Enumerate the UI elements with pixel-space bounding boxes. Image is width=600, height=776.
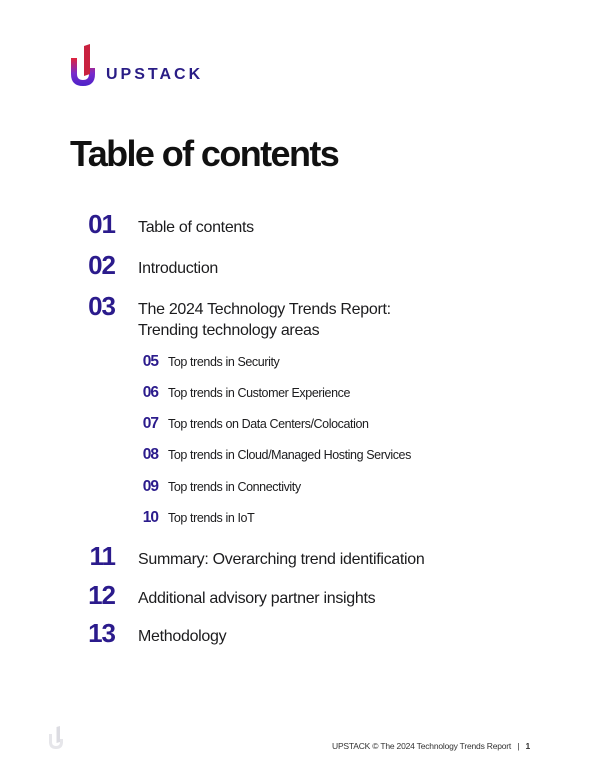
toc-label-line1: The 2024 Technology Trends Report: [138, 301, 391, 318]
toc-label: Methodology [138, 628, 227, 645]
toc-number: 11 [89, 541, 115, 571]
footer-logo-mark-icon [48, 726, 66, 755]
toc-sub-label: Top trends on Data Centers/Colocation [168, 417, 369, 431]
footer [332, 741, 530, 751]
toc-sub-label: Top trends in Cloud/Managed Hosting Services [168, 448, 411, 462]
toc-sub-number: 09 [142, 478, 158, 495]
toc-sub-label: Top trends in Security [168, 355, 280, 369]
toc-sub-number: 10 [142, 509, 158, 526]
page-title: Table of contents [70, 133, 339, 174]
toc-label: Introduction [138, 260, 219, 277]
toc-label: Additional advisory partner insights [138, 590, 376, 607]
brand-logo [69, 44, 203, 88]
toc-number: 02 [88, 250, 115, 280]
toc-sub-label: Top trends in IoT [168, 511, 255, 525]
toc-sub-number: 08 [142, 446, 158, 463]
toc-label: Table of contents [138, 219, 254, 236]
toc-label: Summary: Overarching trend identification [138, 551, 425, 568]
toc-sub-label: Top trends in Customer Experience [168, 386, 351, 400]
brand-name: UPSTACK [106, 66, 204, 83]
toc-sub-label: Top trends in Connectivity [168, 480, 301, 494]
footer-text: UPSTACK © The 2024 Technology Trends Report [332, 741, 512, 751]
page-number: 1 [525, 741, 530, 751]
toc-number: 12 [88, 580, 115, 610]
toc-label-line2: Trending technology areas [138, 322, 320, 339]
toc-number: 13 [88, 618, 115, 648]
toc-sub-number: 05 [142, 353, 158, 370]
toc-number: 03 [88, 291, 115, 321]
toc-number: 01 [88, 209, 115, 239]
upstack-logo-icon [69, 44, 97, 88]
toc-sub-number: 07 [142, 415, 158, 432]
toc-sub-number: 06 [142, 384, 158, 401]
footer-separator: | [517, 741, 520, 751]
